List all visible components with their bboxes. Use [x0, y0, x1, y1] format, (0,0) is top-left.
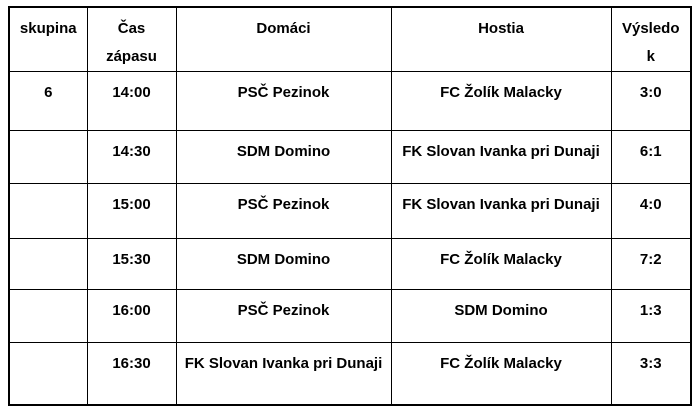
header-skupina: skupina: [9, 7, 87, 72]
cell-cas: 14:00: [87, 72, 176, 131]
cell-skupina: 6: [9, 72, 87, 131]
cell-domaci: PSČ Pezinok: [176, 290, 391, 343]
cell-hostia: FC Žolík Malacky: [391, 239, 611, 290]
cell-vysledok: 7:2: [611, 239, 691, 290]
table-row: [9, 184, 691, 239]
table-row: [9, 239, 691, 290]
cell-domaci: FK Slovan Ivanka pri Dunaji: [176, 343, 391, 405]
cell-cas: 16:30: [87, 343, 176, 405]
cell-skupina: [9, 239, 87, 290]
table-row: [9, 343, 691, 405]
header-hostia: Hostia: [391, 7, 611, 72]
table-row: [9, 131, 691, 184]
cell-domaci: PSČ Pezinok: [176, 72, 391, 131]
cell-cas: 16:00: [87, 290, 176, 343]
cell-cas: 15:30: [87, 239, 176, 290]
cell-vysledok: 3:0: [611, 72, 691, 131]
cell-skupina: [9, 290, 87, 343]
cell-vysledok: 6:1: [611, 131, 691, 184]
cell-vysledok: 3:3: [611, 343, 691, 405]
cell-vysledok: 1:3: [611, 290, 691, 343]
cell-skupina: [9, 184, 87, 239]
table-row: [9, 72, 691, 131]
cell-hostia: SDM Domino: [391, 290, 611, 343]
cell-cas: 14:30: [87, 131, 176, 184]
table-row: [9, 290, 691, 343]
cell-skupina: [9, 343, 87, 405]
header-cas-zapasu: Čas zápasu: [87, 7, 176, 72]
cell-domaci: PSČ Pezinok: [176, 184, 391, 239]
header-row: [9, 7, 691, 72]
header-vysledok: [611, 7, 691, 72]
cell-hostia: FC Žolík Malacky: [391, 343, 611, 405]
header-vysledok-label: Výsledok: [621, 20, 680, 65]
header-domaci: Domáci: [176, 7, 391, 72]
cell-hostia: FK Slovan Ivanka pri Dunaji: [391, 184, 611, 239]
cell-domaci: SDM Domino: [176, 131, 391, 184]
cell-hostia: FC Žolík Malacky: [391, 72, 611, 131]
cell-domaci: SDM Domino: [176, 239, 391, 290]
cell-vysledok: 4:0: [611, 184, 691, 239]
cell-hostia: FK Slovan Ivanka pri Dunaji: [391, 131, 611, 184]
match-schedule-table: [8, 6, 692, 406]
cell-skupina: [9, 131, 87, 184]
cell-cas: 15:00: [87, 184, 176, 239]
